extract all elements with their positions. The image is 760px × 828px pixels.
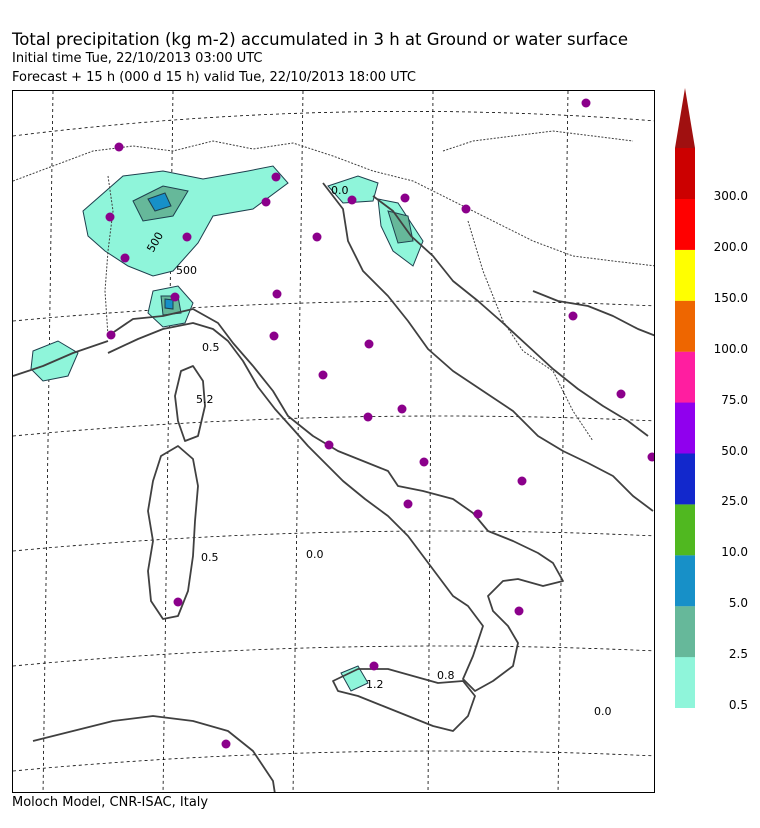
legend-level-label: 2.5 xyxy=(728,647,748,662)
coast-balkan xyxy=(533,291,655,336)
contour-label: 0.0 xyxy=(331,184,349,197)
parallel xyxy=(13,531,655,551)
borders xyxy=(13,131,655,441)
colorbar-arrow xyxy=(675,88,695,148)
meridian xyxy=(428,91,433,793)
footer-credit: Moloch Model, CNR-ISAC, Italy xyxy=(12,795,209,810)
contour-label: 0.5 xyxy=(202,341,220,354)
station-marker xyxy=(107,331,116,340)
parallel xyxy=(13,751,655,771)
station-marker xyxy=(222,740,231,749)
border-inner xyxy=(443,131,633,151)
initial-time: Initial time Tue, 22/10/2013 03:00 UTC xyxy=(12,51,263,66)
map-canvas xyxy=(13,91,655,793)
station-marker xyxy=(569,312,578,321)
legend-level-label: 300.0 xyxy=(713,189,748,203)
meridian xyxy=(293,91,303,793)
contour-label: 500 xyxy=(144,229,167,255)
station-marker xyxy=(648,453,656,462)
legend-level-label: 200.0 xyxy=(713,239,748,254)
contour-label: 0.8 xyxy=(437,669,455,682)
contour-label: 0.0 xyxy=(306,548,324,561)
legend-level-label: 75.0 xyxy=(721,392,748,407)
station-marker xyxy=(115,143,124,152)
station-marker xyxy=(319,371,328,380)
colorbar-segment xyxy=(675,301,695,352)
forecast-validity: Forecast + 15 h (000 d 15 h) valid Tue, 22/10/2013 18:00 UTC xyxy=(12,70,416,85)
parallel xyxy=(13,646,655,666)
contour-label: 500 xyxy=(176,264,197,277)
coast-adriatic xyxy=(323,183,653,511)
station-marker xyxy=(272,173,281,182)
colorbar-segment xyxy=(675,352,695,403)
precipitation-map xyxy=(12,90,655,793)
colorbar-segment xyxy=(675,148,695,199)
station-marker xyxy=(518,477,527,486)
station-marker xyxy=(515,607,524,616)
colorbar-segment xyxy=(675,657,695,708)
contour-label: 0.0 xyxy=(594,705,612,718)
parallel xyxy=(13,111,655,136)
parallel xyxy=(13,301,655,321)
colorbar-segment xyxy=(675,606,695,657)
station-marker xyxy=(313,233,322,242)
station-marker xyxy=(171,293,180,302)
border-balkan xyxy=(468,221,593,441)
meridian xyxy=(43,91,53,793)
station-marker xyxy=(273,290,282,299)
legend-level-label: 0.5 xyxy=(728,698,748,712)
legend-level-label: 5.0 xyxy=(728,596,748,611)
station-marker xyxy=(404,500,413,509)
station-marker xyxy=(420,458,429,467)
colorbar-segment xyxy=(675,199,695,250)
precip-peak-liguria xyxy=(165,299,173,309)
chart-title: Total precipitation (kg m-2) accumulated in 3 h at Ground or water surface xyxy=(12,30,629,49)
contour-label: 1.2 xyxy=(366,678,384,691)
station-marker xyxy=(364,413,373,422)
contour-label: 0.5 xyxy=(201,551,219,564)
station-marker xyxy=(325,441,334,450)
station-marker xyxy=(183,233,192,242)
legend-level-label: 100.0 xyxy=(713,341,748,356)
coastline xyxy=(13,183,655,793)
colorbar-segment xyxy=(675,555,695,606)
station-marker xyxy=(474,510,483,519)
legend-level-label: 150.0 xyxy=(713,290,748,305)
station-marker xyxy=(462,205,471,214)
contour-labels xyxy=(144,184,611,718)
colorbar-segment xyxy=(675,453,695,504)
station-marker xyxy=(262,198,271,207)
station-marker xyxy=(370,662,379,671)
station-marker xyxy=(174,598,183,607)
legend-colorbar xyxy=(675,88,695,736)
precip-area xyxy=(31,166,423,691)
colorbar-segment xyxy=(675,250,695,301)
colorbar-segment xyxy=(675,403,695,454)
station-marker xyxy=(365,340,374,349)
station-marker xyxy=(582,99,591,108)
parallel xyxy=(13,416,655,436)
coast-sardinia xyxy=(148,446,198,619)
coast-africa xyxy=(33,716,275,793)
station-marker xyxy=(348,196,357,205)
station-marker xyxy=(106,213,115,222)
station-marker xyxy=(121,254,130,263)
legend-level-label: 10.0 xyxy=(721,545,748,560)
station-marker xyxy=(270,332,279,341)
contour-label: 5.2 xyxy=(196,393,214,406)
colorbar-segment xyxy=(675,504,695,555)
meridian xyxy=(558,91,568,793)
station-marker xyxy=(401,194,410,203)
legend-level-label: 25.0 xyxy=(721,494,748,509)
coast-italy xyxy=(108,309,563,691)
station-marker xyxy=(398,405,407,414)
legend-level-label: 50.0 xyxy=(721,443,748,458)
precip-alps-west xyxy=(83,166,288,276)
station-marker xyxy=(617,390,626,399)
